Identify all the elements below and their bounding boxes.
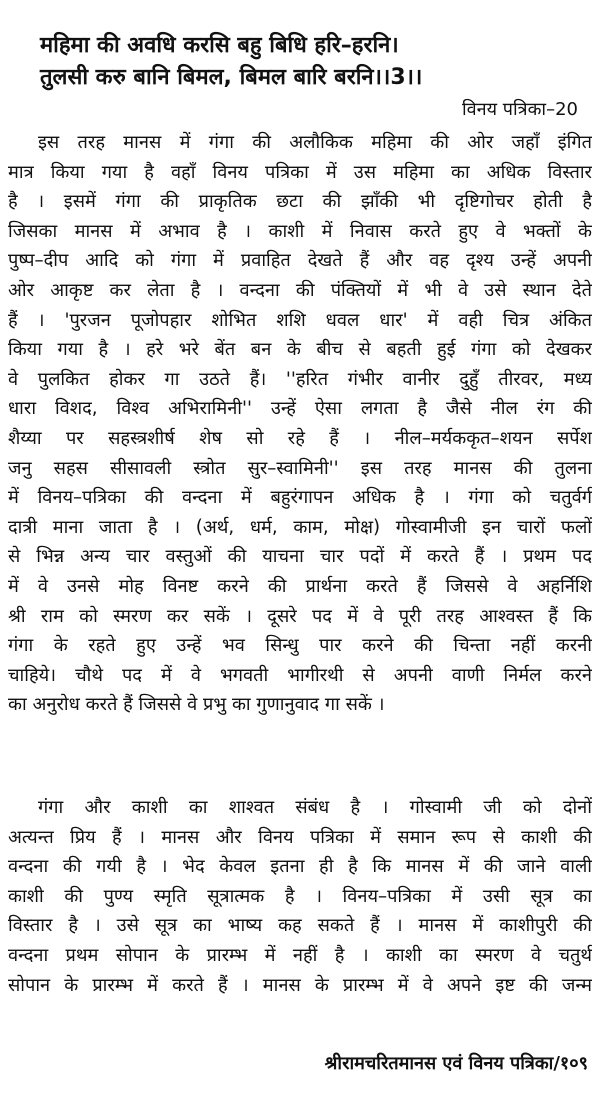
paragraph-line: वन्दना की गयी है । भेद केवल इतना ही है कि मानस में की जाने वाली bbox=[8, 856, 592, 878]
paragraph-line: से भिन्न अन्य चार वस्तुओं की याचना चार पदों में करते हैं । प्रथम पद bbox=[8, 546, 592, 568]
verse-line-1: महिमा की अवधि करसि बहु बिधि हरि–हरनि। bbox=[40, 33, 399, 58]
paragraph-line: सोपान के प्रारम्भ में करते हैं । मानस के प्रारम्भ में वे अपने इष्ट की जन्म bbox=[8, 974, 592, 996]
paragraph-line: में विनय–पत्रिका की वन्दना में बहुरंगापन अधिक है । गंगा को चतुर्वर्ग bbox=[8, 487, 592, 509]
paragraph-line: हैं । 'पुरजन पूजोपहार शोभित शशि धवल धार' में वही चित्र अंकित bbox=[8, 309, 592, 331]
paragraph-line: वन्दना प्रथम सोपान के प्रारम्भ में नहीं है । काशी का स्मरण वे चतुर्थ bbox=[8, 944, 592, 966]
paragraph-line: अत्यन्त प्रिय हैं । मानस और विनय पत्रिका में समान रूप से काशी की bbox=[8, 826, 592, 848]
paragraph-line: पुष्प–दीप आदि को गंगा में प्रवाहित देखते हैं और वह दृश्य उन्हें अपनी bbox=[8, 250, 592, 272]
paragraph-2 bbox=[8, 793, 592, 1000]
paragraph-1 bbox=[8, 128, 592, 720]
paragraph-line: इस तरह मानस में गंगा की अलौकिक महिमा की ओर जहाँ इंगित bbox=[38, 132, 592, 153]
paragraph-line: जिसका मानस में अभाव है । काशी में निवास करते हुए वे भक्तों के bbox=[8, 220, 592, 242]
paragraph-line: ओर आकृष्ट कर लेता है । वन्दना की पंक्तियों में भी वे उसे स्थान देते bbox=[8, 279, 592, 301]
paragraph-line: धारा विशद, विश्व अभिरामिनी'' उन्हें ऐसा लगता है जैसे नील रंग की bbox=[8, 398, 592, 420]
paragraph-line: विस्तार है । उसे सूत्र का भाष्य कह सकते हैं । मानस में काशीपुरी की bbox=[8, 915, 592, 937]
page-footer: श्रीरामचरितमानस एवं विनय पत्रिका/१०९ bbox=[324, 1053, 588, 1074]
verse-line-2: तुलसी करु बानि बिमल, बिमल बारि बरनि।।3।। bbox=[40, 65, 423, 90]
paragraph-line: का अनुरोध करते हैं जिससे वे प्रभु का गुणानुवाद गा सकें । bbox=[8, 694, 385, 716]
paragraph-line: चाहिये। चौथे पद में वे भगवती भागीरथी से अपनी वाणी निर्मल करने bbox=[8, 664, 592, 686]
paragraph-line: में वे उनसे मोह विनष्ट करने की प्रार्थना करते हैं जिससे वे अहर्निशि bbox=[8, 575, 592, 597]
paragraph-line: जनु सहस सीसावली स्त्रोत सुर–स्वामिनी'' इस तरह मानस की तुलना bbox=[8, 457, 592, 479]
paragraph-line: दात्री माना जाता है । (अर्थ, धर्म, काम, मोक्ष) गोस्वामीजी इन चारों फलों bbox=[8, 516, 592, 538]
paragraph-line: गंगा और काशी का शाश्वत संबंध है । गोस्वामी जी को दोनों bbox=[38, 797, 592, 818]
paragraph-line: काशी की पुण्य स्मृति सूत्रात्मक है । विनय–पत्रिका में उसी सूत्र का bbox=[8, 885, 592, 907]
paragraph-line: गंगा के रहते हुए उन्हें भव सिन्धु पार करने की चिन्ता नहीं करनी bbox=[8, 635, 592, 657]
paragraph-line: श्री राम को स्मरण कर सकें । दूसरे पद में वे पूरी तरह आश्वस्त हैं कि bbox=[8, 605, 592, 627]
paragraph-line: है । इसमें गंगा की प्राकृतिक छटा की झाँकी भी दृष्टिगोचर होती है bbox=[8, 191, 592, 213]
paragraph-line: वे पुलकित होकर गा उठते हैं। ''हरित गंभीर वानीर दुहुँ तीरवर, मध्य bbox=[8, 368, 592, 390]
verse-source-reference: विनय पत्रिका–20 bbox=[461, 99, 578, 120]
paragraph-line: शैय्या पर सहस्त्रशीर्ष शेष सो रहे हैं । नील–मर्यककृत–शयन सर्पेश bbox=[8, 427, 592, 449]
paragraph-line: मात्र किया गया है वहाँ विनय पत्रिका में उस महिमा का अधिक विस्तार bbox=[8, 161, 592, 183]
paragraph-line: किया गया है । हरे भरे बेंत बन के बीच से बहती हुई गंगा को देखकर bbox=[8, 339, 592, 361]
